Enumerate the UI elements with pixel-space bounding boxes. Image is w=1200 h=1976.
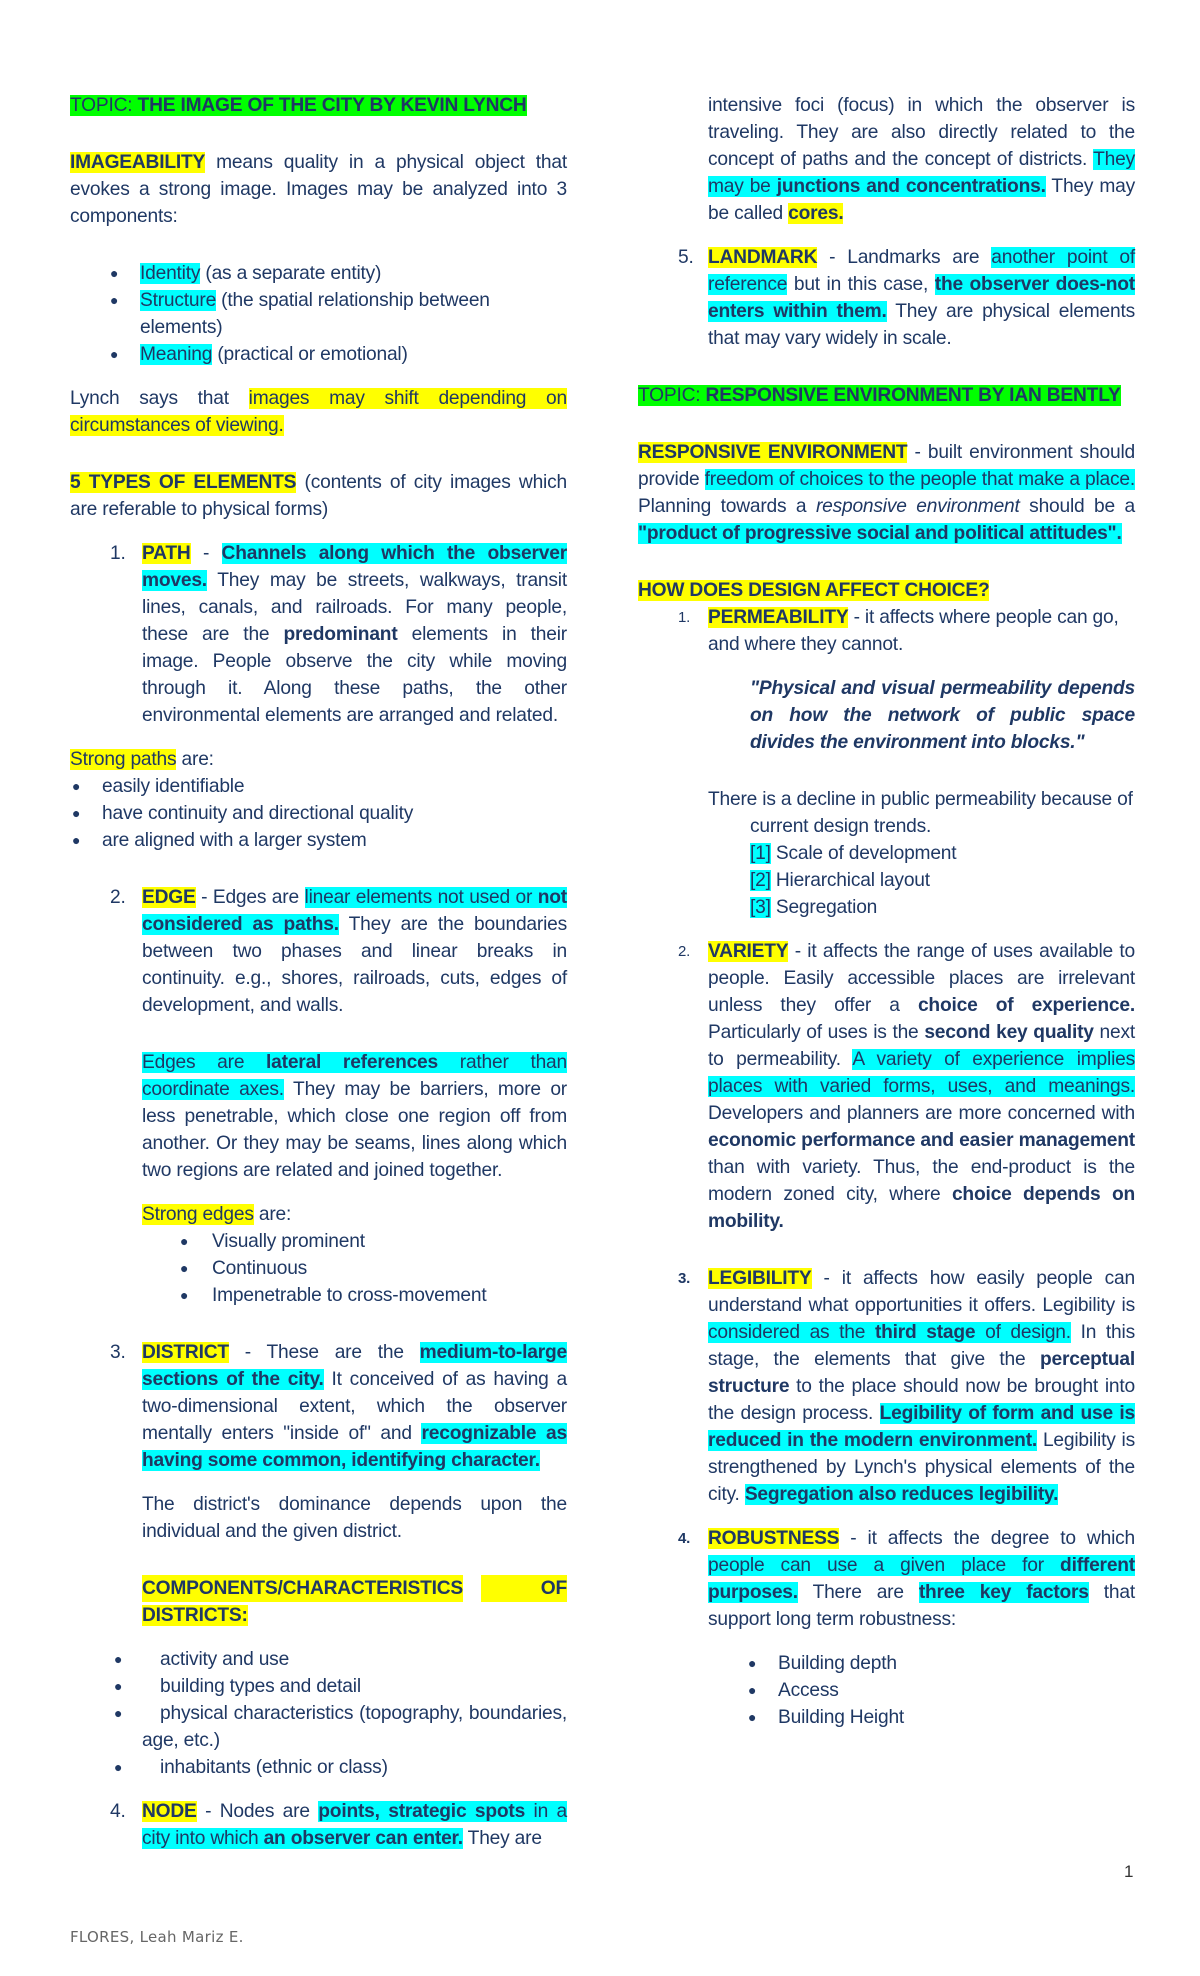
list-item: ● building types and detail bbox=[70, 1673, 567, 1700]
list-item: ● Meaning (practical or emotional) bbox=[70, 341, 567, 368]
list-item: ● Impenetrable to cross-movement bbox=[70, 1282, 567, 1309]
bullet-icon: ● bbox=[114, 1678, 123, 1694]
district-item: 3. DISTRICT - These are the medium-to-large sections of the city. It conceived of as having a two-dimensional extent, which the observer mentally enters "inside of" and recognizable as having some common, identifying character. bbox=[70, 1339, 567, 1474]
strong-edges-label: Strong edges are: bbox=[142, 1204, 292, 1225]
imageability-text: means quality in a physical object that evokes a strong image. Images may be analyzed into 3 components: bbox=[70, 152, 567, 227]
left-column bbox=[70, 92, 567, 1852]
bullet-icon: ● bbox=[72, 778, 81, 794]
bullet-icon: ● bbox=[180, 1260, 189, 1276]
legibility-term: LEGIBILITY bbox=[708, 1268, 812, 1289]
item-number: 2. bbox=[110, 887, 126, 908]
topic-heading-lynch bbox=[70, 92, 567, 119]
node-item: 4. NODE - Nodes are points, strategic spots in a city into which an observer can enter. They are bbox=[70, 1798, 567, 1852]
bullet-icon: ● bbox=[114, 1651, 123, 1667]
right-column bbox=[638, 92, 1136, 1731]
legibility-item: 3. LEGIBILITY - it affects how easily people can understand what opportunities it offers. Legibility is considered as the third stage of design. In this stage, the elements that give the perceptual structure to the place should now be brought into the design process. Legibility of form and use is reduced in the modern environment. Legibility is strengthened by Lynch's physical elements of the city. Segregation also reduces legibility. bbox=[708, 1265, 1135, 1508]
list-item: ● physical characteristics (topography, boundaries, age, etc.) bbox=[70, 1700, 567, 1754]
components-list bbox=[70, 260, 567, 368]
variety-item: 2. VARIETY - it affects the range of uses available to people. Easily accessible places are irrelevant unless they offer a choice of experience. Particularly of uses is the second key quality next to permeability. A variety of experience implies places with varied forms, uses, and meanings. Developers and planners are more concerned with economic performance and easier management than with variety. Thus, the end-product is the modern zoned city, where choice depends on mobility. bbox=[708, 938, 1135, 1235]
list-item: ● Structure (the spatial relationship between elements) bbox=[70, 287, 567, 341]
district-components-heading-2: DISTRICTS: bbox=[142, 1605, 248, 1626]
bullet-icon: ● bbox=[180, 1287, 189, 1303]
bullet-icon: ● bbox=[180, 1233, 189, 1249]
district-term: DISTRICT bbox=[142, 1342, 229, 1363]
permeability-decline: There is a decline in public permeability because of current design trends. bbox=[708, 789, 1133, 837]
edge-item: 2. EDGE - Edges are linear elements not used or not considered as paths. They are the boundaries between two phases and linear breaks in continuity. e.g., shores, railroads, cuts, edges of development, and walls. bbox=[70, 884, 567, 1019]
list-item: ● Building depth bbox=[708, 1650, 1135, 1677]
item-number: 1. bbox=[678, 609, 691, 626]
types-term: 5 TYPES OF ELEMENTS bbox=[70, 472, 297, 493]
bullet-icon: ● bbox=[110, 265, 119, 281]
node-term: NODE bbox=[142, 1801, 197, 1822]
list-item: ● Access bbox=[708, 1677, 1135, 1704]
bullet-icon: ● bbox=[114, 1705, 123, 1721]
reason-item: [2] Hierarchical layout bbox=[750, 870, 930, 891]
landmark-item: 5. LANDMARK - Landmarks are another point of reference but in this case, the observer does-not enters within them. They are physical elements that may vary widely in scale. bbox=[708, 244, 1135, 352]
imageability-paragraph bbox=[70, 149, 567, 230]
item-number: 3. bbox=[110, 1342, 126, 1363]
topic-title: THE IMAGE OF THE CITY BY KEVIN LYNCH bbox=[137, 95, 527, 116]
strong-paths-label: Strong paths are: bbox=[70, 749, 214, 770]
edge-paragraph-2: Edges are lateral references rather than coordinate axes. They may be barriers, more or less penetrable, which close one region off from another. Or they may be seams, lines along which two regions are related and joined together. bbox=[142, 1052, 567, 1181]
item-number: 2. bbox=[678, 943, 691, 960]
list-item: ● easily identifiable bbox=[70, 773, 567, 800]
bullet-icon: ● bbox=[110, 292, 119, 308]
how-heading: HOW DOES DESIGN AFFECT CHOICE? bbox=[638, 580, 990, 601]
list-item: ● inhabitants (ethnic or class) bbox=[70, 1754, 567, 1781]
bullet-icon: ● bbox=[72, 805, 81, 821]
district-chars-list bbox=[70, 1646, 567, 1781]
item-number: 4. bbox=[110, 1801, 126, 1822]
robustness-item: 4. ROBUSTNESS - it affects the degree to which people can use a given place for different purposes. There are three key factors that support long term robustness: bbox=[708, 1525, 1135, 1633]
edge-term: EDGE bbox=[142, 887, 196, 908]
permeability-reasons bbox=[708, 840, 1135, 921]
lynch-highlight: images may shift depending on circumstances of viewing. bbox=[70, 388, 567, 436]
strong-edges-list bbox=[70, 1228, 567, 1309]
reason-item: [3] Segregation bbox=[750, 897, 878, 918]
permeability-item: 1. PERMEABILITY - it affects where people can go, and where they cannot. bbox=[708, 604, 1135, 658]
imageability-term: IMAGEABILITY bbox=[70, 152, 206, 173]
page-number: 1 bbox=[1124, 1862, 1134, 1881]
list-item: ● activity and use bbox=[70, 1646, 567, 1673]
strong-paths-list bbox=[70, 773, 567, 854]
item-number: 4. bbox=[678, 1530, 691, 1547]
list-item: ● have continuity and directional quality bbox=[70, 800, 567, 827]
bullet-icon: ● bbox=[748, 1682, 757, 1698]
lynch-paragraph: Lynch says that images may shift depending on circumstances of viewing. bbox=[70, 388, 567, 436]
item-number: 3. bbox=[678, 1270, 691, 1287]
permeability-quote: "Physical and visual permeability depends on how the network of public space divides the environment into blocks." bbox=[750, 678, 1135, 753]
topic-prefix: TOPIC: bbox=[70, 95, 138, 116]
node-continuation: intensive foci (focus) in which the observer is traveling. They are also directly related to the concept of paths and the concept of districts. They may be junctions and concentrations. They may be called cores. bbox=[708, 95, 1135, 224]
permeability-term: PERMEABILITY bbox=[708, 607, 849, 628]
robustness-term: ROBUSTNESS bbox=[708, 1528, 840, 1549]
topic-heading-bently: TOPIC: RESPONSIVE ENVIRONMENT BY IAN BENTLY bbox=[638, 385, 1121, 406]
list-item: ● Building Height bbox=[708, 1704, 1135, 1731]
list-item: ● Visually prominent bbox=[70, 1228, 567, 1255]
topic-highlight bbox=[70, 95, 527, 116]
list-item: ● Identity (as a separate entity) bbox=[70, 260, 567, 287]
item-number: 1. bbox=[110, 543, 126, 564]
list-item: ● Continuous bbox=[70, 1255, 567, 1282]
reason-item: [1] Scale of development bbox=[750, 843, 957, 864]
bullet-icon: ● bbox=[114, 1759, 123, 1775]
bullet-icon: ● bbox=[748, 1709, 757, 1725]
footer-author: FLORES, Leah Mariz E. bbox=[70, 1928, 244, 1946]
district-components-heading: COMPONENTS/CHARACTERISTICS OF bbox=[70, 1575, 567, 1602]
landmark-term: LANDMARK bbox=[708, 247, 818, 268]
robustness-factors-list bbox=[708, 1650, 1135, 1731]
types-paragraph: 5 TYPES OF ELEMENTS (contents of city images which are referable to physical forms) bbox=[70, 472, 567, 520]
path-term: PATH bbox=[142, 543, 191, 564]
variety-term: VARIETY bbox=[708, 941, 789, 962]
item-number: 5. bbox=[678, 247, 694, 268]
bullet-icon: ● bbox=[72, 832, 81, 848]
list-item: ● are aligned with a larger system bbox=[70, 827, 567, 854]
bullet-icon: ● bbox=[748, 1655, 757, 1671]
responsive-paragraph: RESPONSIVE ENVIRONMENT - built environment should provide freedom of choices to the people that make a place. Planning towards a responsive environment should be a "product of progressive social and political attitudes". bbox=[638, 442, 1136, 544]
bullet-icon: ● bbox=[110, 346, 119, 362]
district-paragraph-2: The district's dominance depends upon the individual and the given district. bbox=[142, 1494, 567, 1542]
path-item: 1. PATH - Channels along which the observer moves. They may be streets, walkways, transit lines, canals, and railroads. For many people, these are the predominant elements in their image. People observe the city while moving through it. Along these paths, the other environmental elements are arranged and related. bbox=[70, 540, 567, 729]
